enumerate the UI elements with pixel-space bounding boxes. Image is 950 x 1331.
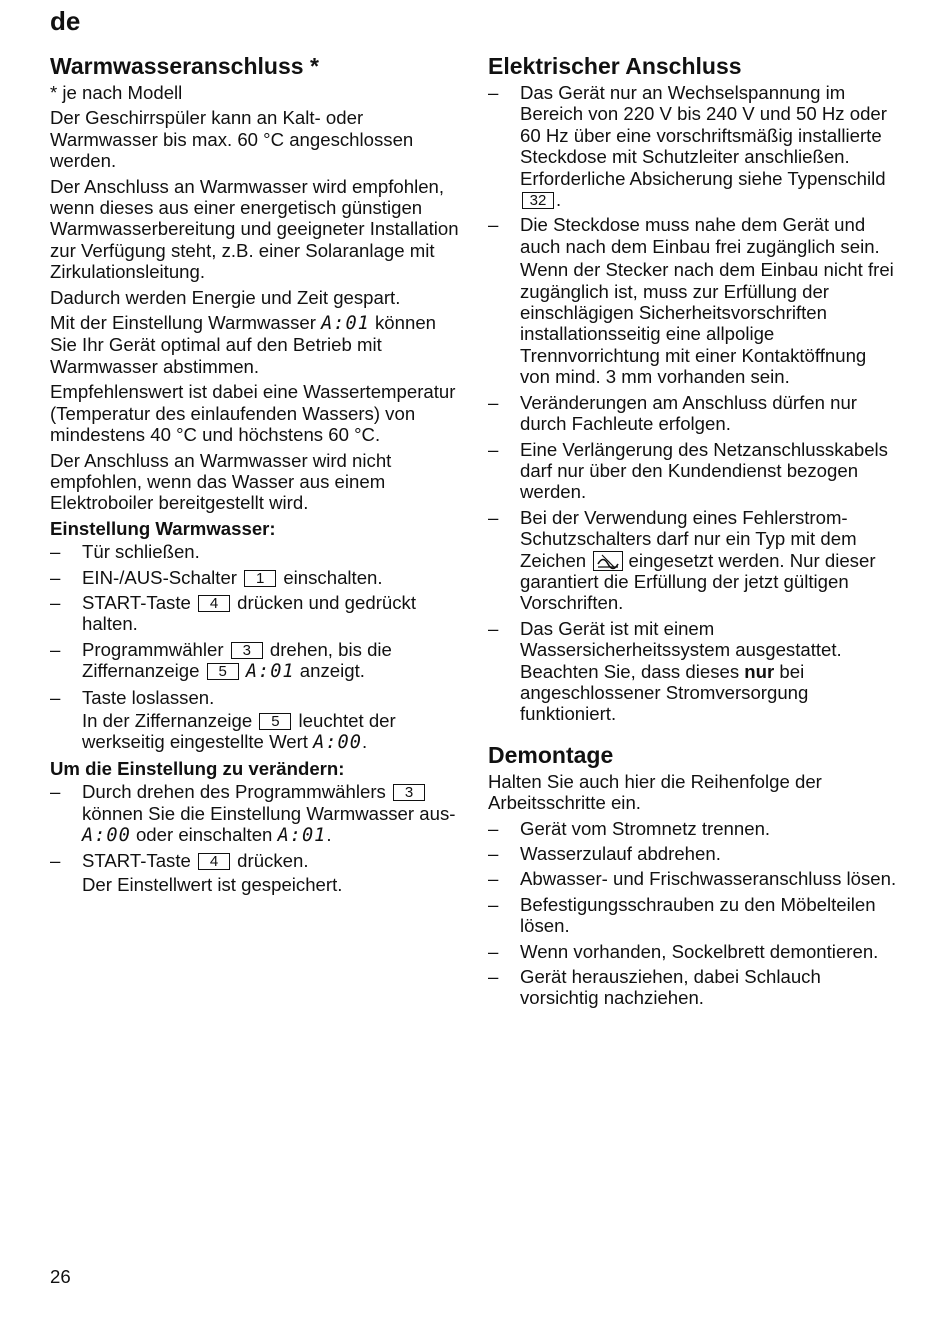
list-item: – Veränderungen am Anschluss dürfen nur durch Fachleute erfolgen.	[488, 392, 898, 435]
list-item: – EIN-/AUS-Schalter 1 einschalten.	[50, 567, 460, 588]
key-label: 32	[522, 192, 554, 209]
list-item: – Wasserzulauf abdrehen.	[488, 843, 898, 864]
digital-display-value: A:01	[277, 825, 327, 846]
paragraph: Halten Sie auch hier die Reihenfolge der Arbeitsschritte ein.	[488, 770, 822, 814]
paragraph: Dadurch werden Energie und Zeit gespart.	[50, 286, 401, 308]
list-item: – Programmwähler 3 drehen, bis die Ziffernanzeige 5 A:01 anzeigt.	[50, 639, 460, 683]
list-item: – START-Taste 4 drücken.	[50, 850, 460, 871]
key-label: 3	[231, 642, 263, 659]
language-tag: de	[50, 6, 81, 36]
paragraph: Der Anschluss an Warmwasser wird nicht empfohlen, wenn das Wasser aus einem Elektroboiler bereitgestellt wird.	[50, 449, 392, 514]
section-title-removal: Demontage	[488, 741, 614, 768]
paragraph: Mit der Einstellung Warmwasser A:01 können Sie Ihr Gerät optimal auf den Betrieb mit Warmwasser abstimmen.	[50, 312, 437, 377]
section-title-electrical: Elektrischer Anschluss	[488, 53, 742, 79]
left-column	[50, 52, 460, 899]
list-item: – Durch drehen des Programmwählers 3 können Sie die Einstellung Warmwasser aus- A:00 oder einschalten A:01.	[50, 781, 460, 846]
key-label: 4	[198, 595, 230, 612]
steps-list	[50, 781, 460, 872]
list-item: – Abwasser- und Frischwasseranschluss lösen.	[488, 868, 898, 889]
step-note: Der Einstellwert ist gespeichert.	[82, 873, 343, 895]
list-item: – Gerät vom Stromnetz trennen.	[488, 818, 898, 839]
paragraph: Empfehlenswert ist dabei eine Wassertemperatur (Temperatur des einlaufenden Wassers) von mindestens 40 °C und höchstens 60 °C.	[50, 381, 456, 446]
key-label: 5	[259, 713, 291, 730]
subheading-setting: Einstellung Warmwasser:	[50, 517, 276, 539]
list-item: – Die Steckdose muss nahe dem Gerät und auch nach dem Einbau frei zugänglich sein.	[488, 214, 898, 257]
list-item: – Das Gerät nur an Wechselspannung im Bereich von 220 V bis 240 V und 50 Hz oder 60 Hz über eine vorschriftsmäßig installierte Steckdose mit Schutzleiter anschließen. Erforderliche Absicherung siehe Typenschild 32 .	[488, 82, 898, 210]
section-title-hot-water: Warmwasseranschluss *	[50, 53, 319, 79]
key-label: 3	[393, 784, 425, 801]
digital-display-value: A:01	[245, 661, 295, 683]
list-item: – START-Taste 4 drücken und gedrückt halten.	[50, 592, 460, 635]
list-item: – Gerät herausziehen, dabei Schlauch vorsichtig nachziehen.	[488, 966, 898, 1009]
electrical-list	[488, 392, 898, 725]
digital-display-value: A:00	[82, 825, 131, 846]
list-item: – Bei der Verwendung eines Fehlerstrom-Schutzschalters darf nur ein Typ mit dem Zeichen eingesetzt werden. Nur dieser garantiert die Erfüllung der jetzt gültigen Vorschriften.	[488, 507, 898, 614]
key-label: 4	[198, 853, 230, 870]
list-item: – Taste loslassen.	[50, 687, 460, 708]
list-item: – Eine Verlängerung des Netzanschlusskabels darf nur über den Kundendienst bezogen werden.	[488, 439, 898, 503]
step-note: In der Ziffernanzeige 5 leuchtet der werkseitig eingestellte Wert A:00.	[82, 709, 396, 754]
list-item: – Tür schließen.	[50, 541, 460, 562]
list-note: Wenn der Stecker nach dem Einbau nicht frei zugänglich ist, muss zur Erfüllung der einschlägigen Sicherheitsvorschriften installationsseitig eine allpolige Trennvorrichtung mit einer Kontaktöffnung von mind. 3 mm vorhanden sein.	[520, 259, 894, 388]
page-number: 26	[50, 1266, 71, 1287]
digital-display-value: A:00	[313, 732, 362, 754]
list-item: – Das Gerät ist mit einem Wassersicherheitssystem ausgestattet. Beachten Sie, dass dieses nur bei angeschlossener Stromversorgung funktioniert.	[488, 618, 898, 725]
rcd-symbol-icon	[593, 551, 623, 571]
footnote: * je nach Modell	[50, 82, 183, 103]
key-label: 5	[207, 663, 239, 680]
list-item: – Befestigungsschrauben zu den Möbelteilen lösen.	[488, 894, 898, 937]
steps-list	[50, 541, 460, 708]
paragraph: Der Anschluss an Warmwasser wird empfohlen, wenn dieses aus einer energetisch günstigen Warmwasserbereitung und geeigneter Installation zur Verfügung steht, z.B. einer Solaranlage mit Zirkulationsleitung.	[50, 175, 459, 283]
paragraph: Der Geschirrspüler kann an Kalt- oder Warmwasser bis max. 60 °C angeschlossen werden.	[50, 107, 414, 172]
right-column	[488, 52, 898, 1013]
removal-list	[488, 818, 898, 1009]
key-label: 1	[244, 570, 276, 587]
digital-display-value: A:01	[321, 313, 370, 335]
subheading-change: Um die Einstellung zu verändern:	[50, 757, 345, 779]
electrical-list	[488, 82, 898, 257]
list-item: – Wenn vorhanden, Sockelbrett demontieren.	[488, 941, 898, 962]
